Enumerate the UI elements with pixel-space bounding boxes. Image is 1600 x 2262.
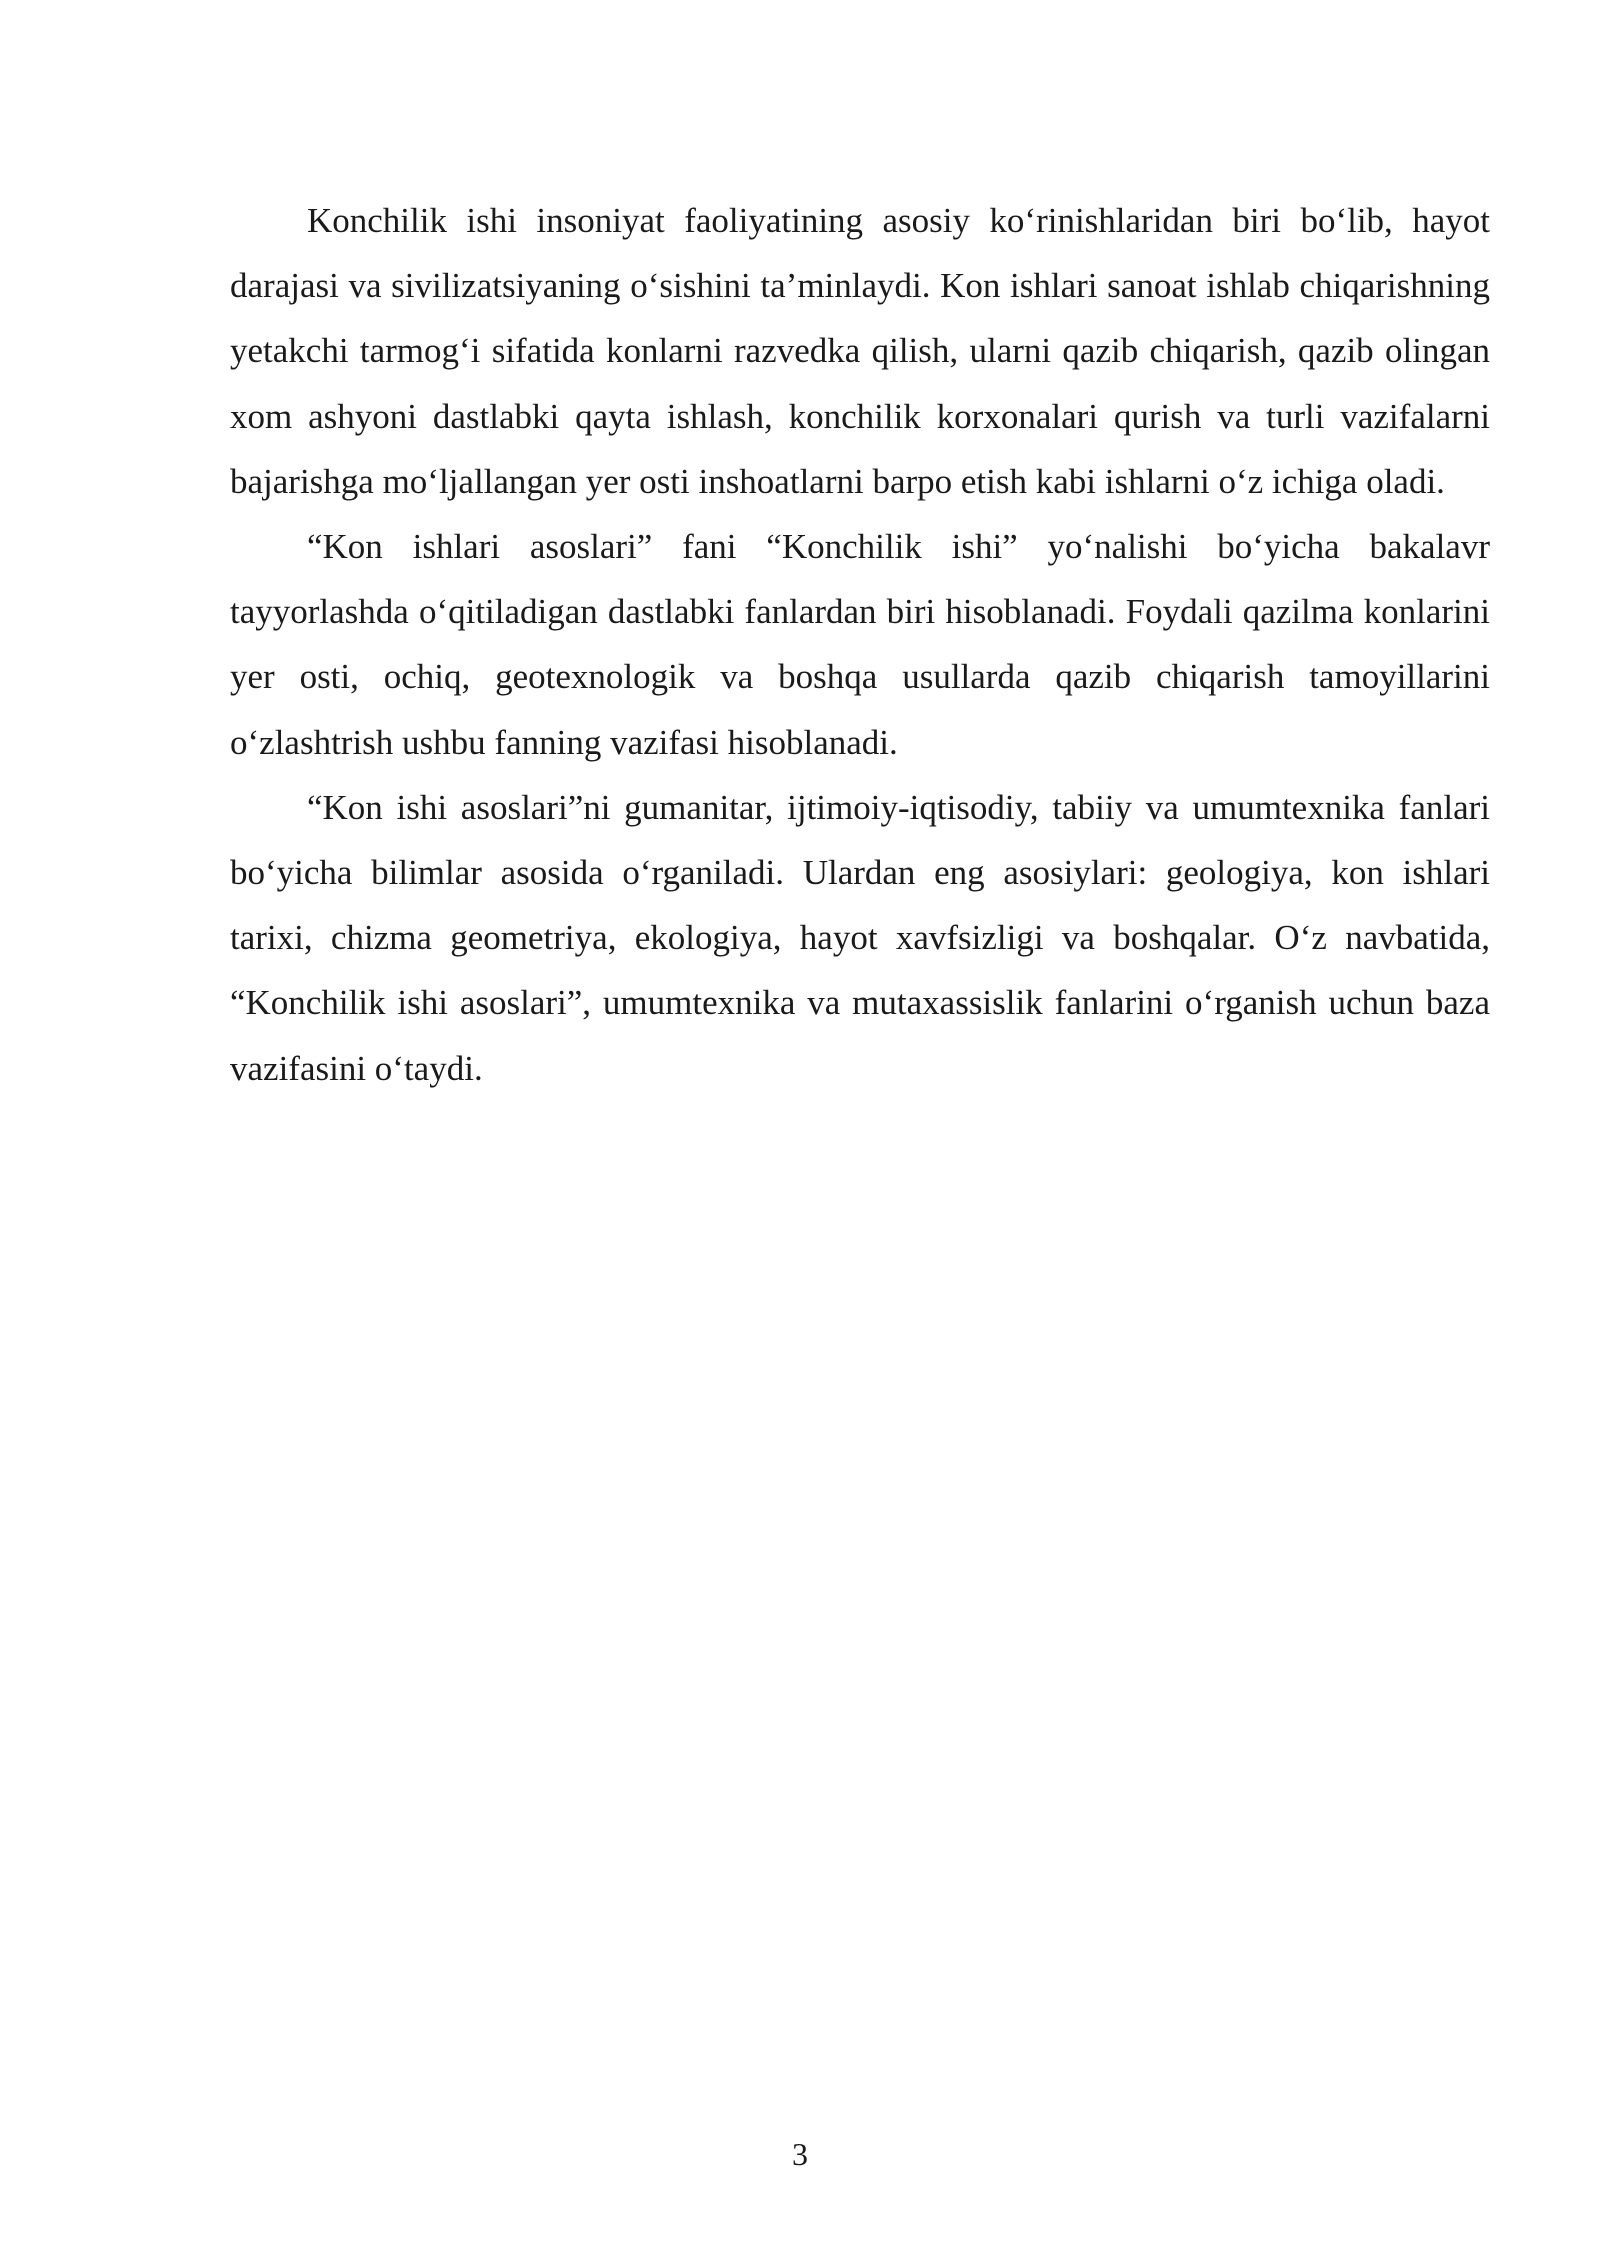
- paragraph-1: Konchilik ishi insoniyat faoliyatining asosiy ko‘rinishlaridan biri bo‘lib, hayot darajasi va sivilizatsiyaning o‘sishini ta’minlaydi. Kon ishlari sanoat ishlab chiqarishning yetakchi tarmog‘i sifatida konlarni razvedka qilish, ularni qazib chiqarish, qazib olingan xom ashyoni dastlabki qayta ishlash, konchilik korxonalari qurish va turli vazifalarni bajarishga mo‘ljallangan yer osti inshoatlarni barpo etish kabi ishlarni o‘z ichiga oladi.: [230, 201, 1490, 501]
- paragraph-2: “Kon ishlari asoslari” fani “Konchilik ishi” yo‘nalishi bo‘yicha bakalavr tayyorlashda o‘qitiladigan dastlabki fanlardan biri hisoblanadi. Foydali qazilma konlarini yer osti, ochiq, geotexnologik va boshqa usullarda qazib chiqarish tamoyillarini o‘zlashtrish ushbu fanning vazifasi hisoblanadi.: [230, 527, 1490, 762]
- paragraph-3: “Kon ishi asoslari”ni gumanitar, ijtimoiy-iqtisodiy, tabiiy va umumtexnika fanlari bo‘yicha bilimlar asosida o‘rganiladi. Ulardan eng asosiylari: geologiya, kon ishlari tarixi, chizma geometriya, ekologiya, hayot xavfsizligi va boshqalar. O‘z navbatida, “Konchilik ishi asoslari”, umumtexnika va mutaxassislik fanlarini o‘rganish uchun baza vazifasini o‘taydi.: [230, 787, 1490, 1088]
- page-number: 3: [792, 2136, 808, 2172]
- body-text: [230, 188, 1490, 1101]
